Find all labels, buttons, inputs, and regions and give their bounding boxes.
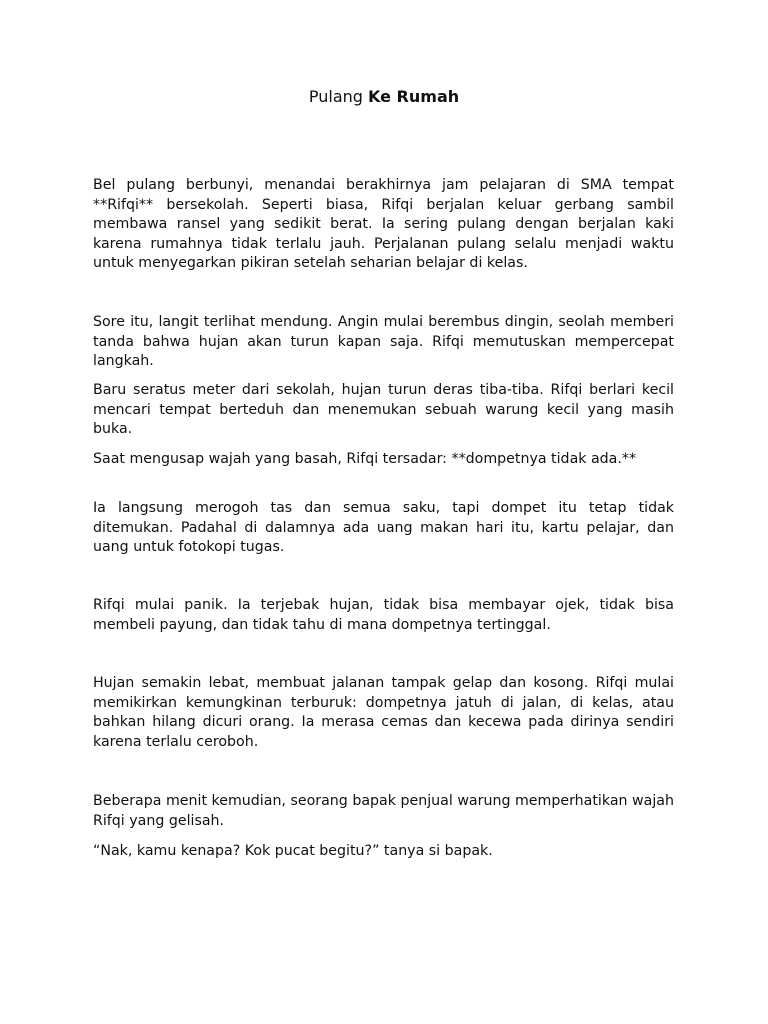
- paragraph-4: Saat mengusap wajah yang basah, Rifqi tersadar: **dompetnya tidak ada.**: [93, 451, 637, 467]
- paragraph-9: “Nak, kamu kenapa? Kok pucat begitu?” tanya si bapak.: [93, 843, 493, 859]
- paragraph-6: Rifqi mulai panik. Ia terjebak hujan, tidak bisa membayar ojek, tidak bisa membeli payung, dan tidak tahu di mana dompetnya tertinggal.: [93, 597, 674, 633]
- title-prefix: Pulang: [308, 87, 363, 106]
- paragraph-2: Sore itu, langit terlihat mendung. Angin mulai berembus dingin, seolah memberi tanda bahwa hujan akan turun kapan saja. Rifqi memutuskan mempercepat langkah.: [93, 314, 674, 370]
- title-bold: Ke Rumah: [368, 87, 460, 106]
- paragraph-8: Beberapa menit kemudian, seorang bapak penjual warung memperhatikan wajah Rifqi yang gelisah.: [93, 793, 674, 829]
- paragraph-3: Baru seratus meter dari sekolah, hujan turun deras tiba-tiba. Rifqi berlari kecil mencari tempat berteduh dan menemukan sebuah warung kecil yang masih buka.: [93, 382, 674, 438]
- paragraph-1: Bel pulang berbunyi, menandai berakhirnya jam pelajaran di SMA tempat **Rifqi** bersekolah. Seperti biasa, Rifqi berjalan keluar gerbang sambil membawa ransel yang sedikit berat. Ia sering pulang dengan berjalan kaki karena rumahnya tidak terlalu jauh. Perjalanan pulang selalu menjadi waktu untuk menyegarkan pikiran setelah seharian belajar di kelas.: [93, 177, 674, 272]
- page-title: [0, 86, 768, 108]
- paragraph-5: Ia langsung merogoh tas dan semua saku, tapi dompet itu tetap tidak ditemukan. Padahal di dalamnya ada uang makan hari itu, kartu pelajar, dan uang untuk fotokopi tugas.: [93, 500, 674, 556]
- paragraph-7: Hujan semakin lebat, membuat jalanan tampak gelap dan kosong. Rifqi mulai memikirkan kemungkinan terburuk: dompetnya jatuh di jalan, di kelas, atau bahkan hilang dicuri orang. Ia merasa cemas dan kecewa pada dirinya sendiri karena terlalu ceroboh.: [93, 675, 674, 750]
